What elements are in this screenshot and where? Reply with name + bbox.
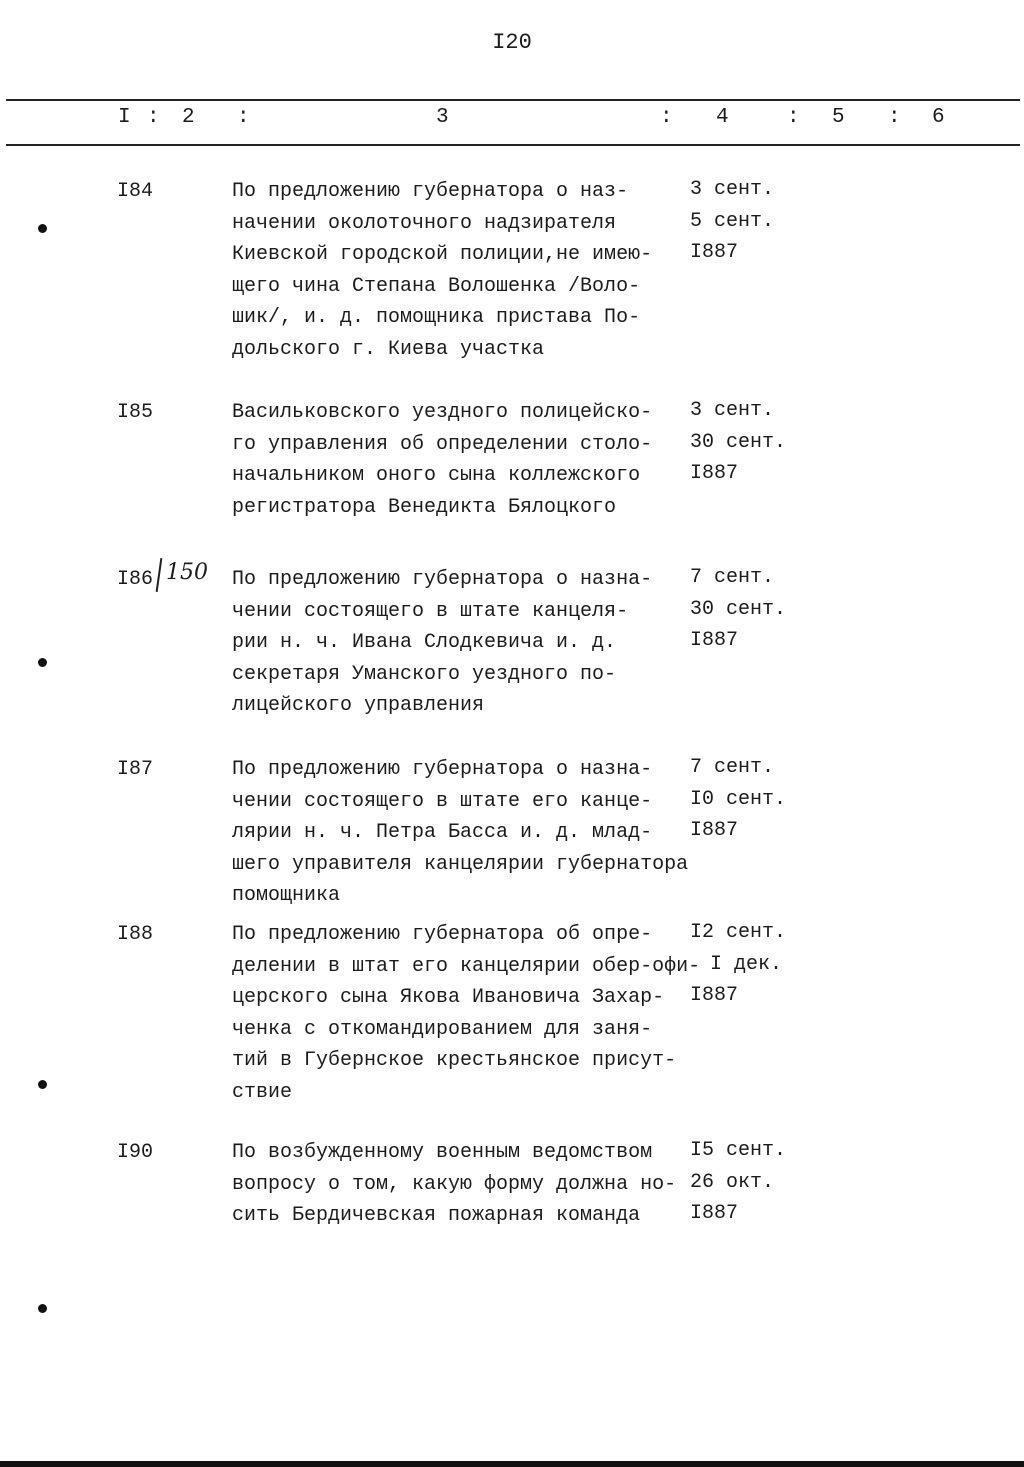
handwritten-bracket	[156, 558, 163, 592]
description-line: секретаря Уманского уездного по-	[232, 662, 617, 686]
description-line: чении состоящего в штате его канце-	[232, 789, 653, 813]
column-separator: :	[237, 106, 250, 129]
page-number: I20	[492, 30, 532, 55]
entry-number: I84	[117, 180, 154, 203]
column-separator: :	[147, 106, 160, 129]
date-end: I0 сент.	[690, 787, 787, 811]
date-start: 3 сент.	[690, 399, 775, 422]
header-bottom-rule	[6, 144, 1020, 146]
description-line: чении состоящего в штате канцеля-	[232, 599, 629, 623]
punch-hole-mark	[38, 1080, 47, 1089]
column-header-2: 2	[182, 106, 195, 129]
header-top-rule	[6, 99, 1020, 101]
description-line: начении околоточного надзирателя	[232, 211, 617, 235]
punch-hole-mark	[38, 1304, 47, 1313]
date-year: I887	[690, 1202, 739, 1225]
column-header-1: I	[118, 106, 131, 129]
date-end: 5 сент.	[690, 209, 775, 233]
column-separator: :	[787, 106, 800, 129]
date-end: 30 сент.	[690, 597, 787, 621]
description-line: По возбужденному военным ведомством	[232, 1141, 653, 1164]
column-separator: :	[888, 106, 901, 129]
description-line: шик/, и. д. помощника пристава По-	[232, 306, 641, 329]
date-year: I887	[690, 819, 739, 842]
entry-number: I87	[117, 758, 154, 781]
description-line: ствие	[232, 1080, 293, 1104]
description-line: По предложению губернатора о назна-	[232, 568, 653, 591]
date-end: 30 сент.	[690, 430, 787, 454]
date-end: I дек.	[710, 952, 783, 976]
description-line: По предложению губернатора об опре-	[232, 923, 653, 946]
handwritten-annotation	[160, 560, 208, 585]
description-line: По предложению губернатора о наз-	[232, 180, 629, 203]
entry-number: I85	[117, 401, 154, 424]
description-line: лярии н. ч. Петра Басса и. д. млад-	[232, 821, 653, 844]
description-line: регистратора Венедикта Бялоцкого	[232, 495, 617, 519]
entry-number: I86	[117, 568, 154, 591]
description-line: вопросу о том, какую форму должна но-	[232, 1172, 677, 1196]
description-line: По предложению губернатора о назна-	[232, 758, 653, 781]
date-year: I887	[690, 241, 739, 264]
description-line: го управления об определении столо-	[232, 432, 653, 456]
description-line: сить Бердичевская пожарная команда	[232, 1204, 641, 1227]
date-start: I2 сент.	[690, 921, 787, 944]
description-line: рии н. ч. Ивана Слодкевича и. д.	[232, 631, 617, 654]
description-line: церского сына Якова Ивановича Захар-	[232, 986, 665, 1009]
description-line: Васильковского уездного полицейско-	[232, 401, 653, 424]
description-line: ченка с откомандированием для заня-	[232, 1017, 653, 1041]
column-header-6: 6	[932, 106, 945, 129]
date-start: I5 сент.	[690, 1139, 787, 1162]
column-separator: :	[660, 106, 673, 129]
date-year: I887	[690, 462, 739, 485]
description-line: щего чина Степана Волошенка /Воло-	[232, 274, 641, 298]
column-header-3: 3	[436, 106, 449, 129]
handwritten-number: 150	[166, 560, 208, 585]
entry-number: I90	[117, 1141, 154, 1164]
description-line: лицейского управления	[232, 694, 485, 717]
column-header-4: 4	[716, 106, 729, 129]
date-end: 26 окт.	[690, 1170, 775, 1194]
description-line: тий в Губернское крестьянское присут-	[232, 1049, 677, 1072]
description-line: Киевской городской полиции,не имею-	[232, 243, 653, 266]
punch-hole-mark	[38, 658, 47, 667]
description-line: шего управителя канцелярии губернатора	[232, 852, 689, 876]
date-start: 7 сент.	[690, 566, 775, 589]
description-line: начальником оного сына коллежского	[232, 464, 641, 487]
overtyped-word: помощника	[232, 884, 341, 907]
punch-hole-mark	[38, 224, 47, 233]
date-start: 7 сент.	[690, 756, 775, 779]
column-header-5: 5	[832, 106, 845, 129]
entry-number: I88	[117, 923, 154, 946]
date-year: I887	[690, 629, 739, 652]
page-bottom-edge	[0, 1461, 1024, 1467]
description-line: дольского г. Киева участка	[232, 337, 545, 361]
date-year: I887	[690, 984, 739, 1007]
date-start: 3 сент.	[690, 178, 775, 201]
description-line: делении в штат его канцелярии обер-офи-	[232, 954, 701, 978]
